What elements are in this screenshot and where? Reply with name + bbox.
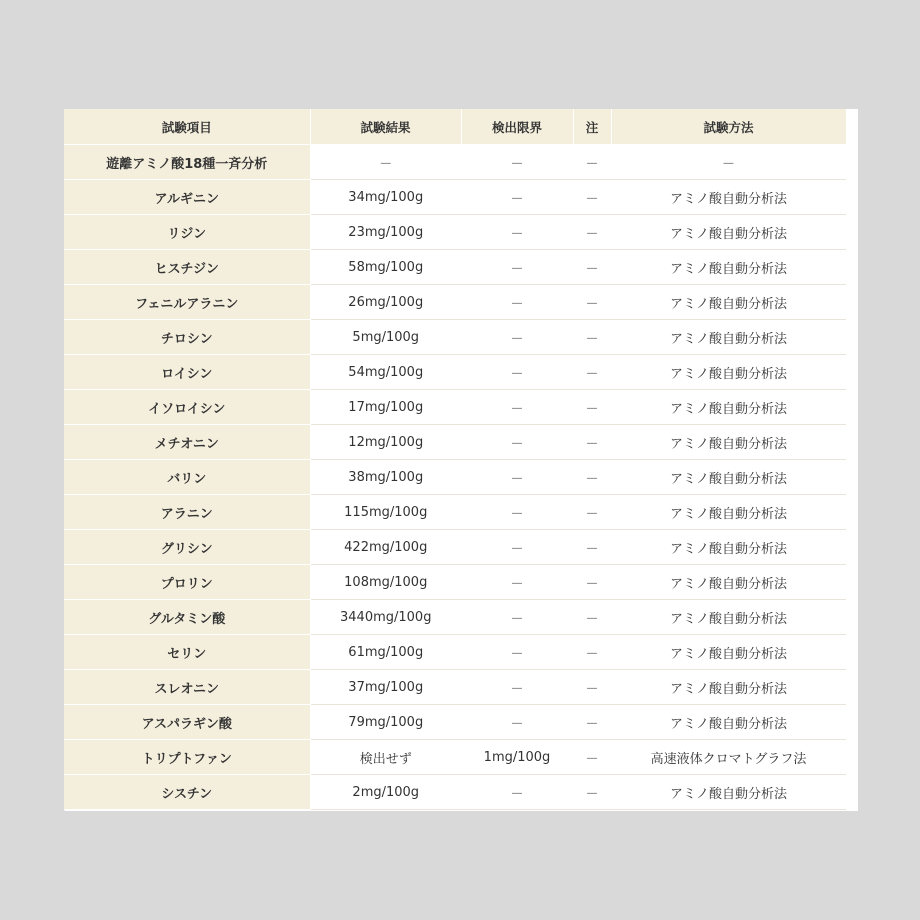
detection-limit-cell: －	[461, 460, 573, 495]
note-cell: －	[573, 250, 611, 285]
method-cell: 高速液体クロマトグラフ法	[611, 740, 846, 775]
table-row	[64, 355, 846, 390]
method-cell: アミノ酸自動分析法	[611, 320, 846, 355]
test-item-cell: シスチン	[64, 775, 310, 810]
note-cell: －	[573, 215, 611, 250]
col-header-note: 注	[573, 109, 611, 145]
method-cell: アミノ酸自動分析法	[611, 250, 846, 285]
detection-limit-cell: 1mg/100g	[461, 740, 573, 775]
method-cell: アミノ酸自動分析法	[611, 460, 846, 495]
test-item-cell: アルギニン	[64, 180, 310, 215]
detection-limit-cell: －	[461, 635, 573, 670]
result-cell: 12mg/100g	[310, 425, 461, 460]
result-cell: 37mg/100g	[310, 670, 461, 705]
detection-limit-cell: －	[461, 215, 573, 250]
amino-acid-results-table	[64, 109, 847, 810]
table-row	[64, 285, 846, 320]
note-cell: －	[573, 600, 611, 635]
detection-limit-cell: －	[461, 250, 573, 285]
result-cell: 34mg/100g	[310, 180, 461, 215]
result-cell: 422mg/100g	[310, 530, 461, 565]
method-cell: アミノ酸自動分析法	[611, 215, 846, 250]
note-cell: －	[573, 705, 611, 740]
detection-limit-cell: －	[461, 705, 573, 740]
result-cell: 108mg/100g	[310, 565, 461, 600]
result-cell: 検出せず	[310, 740, 461, 775]
detection-limit-cell: －	[461, 390, 573, 425]
table-row	[64, 670, 846, 705]
detection-limit-cell: －	[461, 180, 573, 215]
table-row	[64, 495, 846, 530]
results-sheet	[64, 109, 858, 811]
table-row	[64, 425, 846, 460]
table-row	[64, 145, 846, 180]
method-cell: アミノ酸自動分析法	[611, 425, 846, 460]
table-row	[64, 705, 846, 740]
col-header-test-item: 試験項目	[64, 109, 310, 145]
detection-limit-cell: －	[461, 600, 573, 635]
note-cell: －	[573, 285, 611, 320]
test-item-cell: バリン	[64, 460, 310, 495]
test-item-cell: セリン	[64, 635, 310, 670]
header-row	[64, 109, 846, 145]
method-cell: －	[611, 145, 846, 180]
table-row	[64, 215, 846, 250]
result-cell: 26mg/100g	[310, 285, 461, 320]
test-item-cell: ロイシン	[64, 355, 310, 390]
method-cell: アミノ酸自動分析法	[611, 670, 846, 705]
test-item-cell: ヒスチジン	[64, 250, 310, 285]
result-cell: 38mg/100g	[310, 460, 461, 495]
table-row	[64, 180, 846, 215]
note-cell: －	[573, 320, 611, 355]
detection-limit-cell: －	[461, 145, 573, 180]
result-cell: 3440mg/100g	[310, 600, 461, 635]
detection-limit-cell: －	[461, 495, 573, 530]
detection-limit-cell: －	[461, 320, 573, 355]
table-row	[64, 250, 846, 285]
note-cell: －	[573, 180, 611, 215]
test-item-cell: フェニルアラニン	[64, 285, 310, 320]
detection-limit-cell: －	[461, 355, 573, 390]
result-cell: 2mg/100g	[310, 775, 461, 810]
detection-limit-cell: －	[461, 285, 573, 320]
test-item-cell: メチオニン	[64, 425, 310, 460]
table-row	[64, 460, 846, 495]
table-row	[64, 530, 846, 565]
col-header-method: 試験方法	[611, 109, 846, 145]
method-cell: アミノ酸自動分析法	[611, 635, 846, 670]
method-cell: アミノ酸自動分析法	[611, 180, 846, 215]
result-cell: 54mg/100g	[310, 355, 461, 390]
test-item-cell: スレオニン	[64, 670, 310, 705]
test-item-cell: トリプトファン	[64, 740, 310, 775]
method-cell: アミノ酸自動分析法	[611, 495, 846, 530]
col-header-result: 試験結果	[310, 109, 461, 145]
method-cell: アミノ酸自動分析法	[611, 775, 846, 810]
method-cell: アミノ酸自動分析法	[611, 530, 846, 565]
test-item-cell: グルタミン酸	[64, 600, 310, 635]
method-cell: アミノ酸自動分析法	[611, 600, 846, 635]
note-cell: －	[573, 635, 611, 670]
table-row	[64, 740, 846, 775]
result-cell: 17mg/100g	[310, 390, 461, 425]
note-cell: －	[573, 460, 611, 495]
note-cell: －	[573, 565, 611, 600]
note-cell: －	[573, 355, 611, 390]
table-row	[64, 390, 846, 425]
table-row	[64, 320, 846, 355]
result-cell: 79mg/100g	[310, 705, 461, 740]
note-cell: －	[573, 670, 611, 705]
table-header	[64, 109, 846, 145]
detection-limit-cell: －	[461, 530, 573, 565]
detection-limit-cell: －	[461, 670, 573, 705]
detection-limit-cell: －	[461, 775, 573, 810]
note-cell: －	[573, 495, 611, 530]
test-item-cell: 遊離アミノ酸18種一斉分析	[64, 145, 310, 180]
detection-limit-cell: －	[461, 565, 573, 600]
test-item-cell: アラニン	[64, 495, 310, 530]
note-cell: －	[573, 145, 611, 180]
test-item-cell: リジン	[64, 215, 310, 250]
test-item-cell: チロシン	[64, 320, 310, 355]
note-cell: －	[573, 740, 611, 775]
result-cell: 115mg/100g	[310, 495, 461, 530]
test-item-cell: アスパラギン酸	[64, 705, 310, 740]
result-cell: 5mg/100g	[310, 320, 461, 355]
note-cell: －	[573, 390, 611, 425]
result-cell: 61mg/100g	[310, 635, 461, 670]
note-cell: －	[573, 530, 611, 565]
result-cell: 58mg/100g	[310, 250, 461, 285]
test-item-cell: グリシン	[64, 530, 310, 565]
col-header-detection-limit: 検出限界	[461, 109, 573, 145]
detection-limit-cell: －	[461, 425, 573, 460]
method-cell: アミノ酸自動分析法	[611, 565, 846, 600]
note-cell: －	[573, 425, 611, 460]
method-cell: アミノ酸自動分析法	[611, 705, 846, 740]
test-item-cell: プロリン	[64, 565, 310, 600]
result-cell: －	[310, 145, 461, 180]
result-cell: 23mg/100g	[310, 215, 461, 250]
method-cell: アミノ酸自動分析法	[611, 285, 846, 320]
method-cell: アミノ酸自動分析法	[611, 390, 846, 425]
test-item-cell: イソロイシン	[64, 390, 310, 425]
table-row	[64, 635, 846, 670]
method-cell: アミノ酸自動分析法	[611, 355, 846, 390]
table-body	[64, 145, 846, 810]
table-row	[64, 565, 846, 600]
table-row	[64, 775, 846, 810]
table-row	[64, 600, 846, 635]
note-cell: －	[573, 775, 611, 810]
